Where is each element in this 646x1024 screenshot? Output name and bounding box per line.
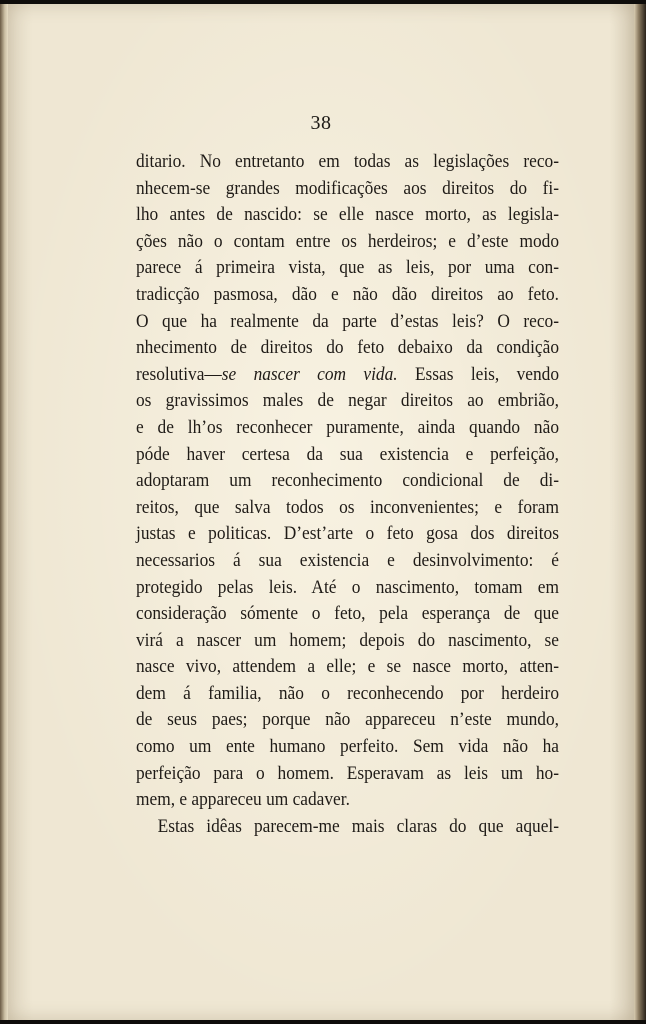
text-line: tradicção pasmosa, dão e não dão direitos ao feto. — [136, 283, 559, 305]
text-line: reitos, que salva todos os inconvenientes; e foram — [136, 496, 559, 518]
text-segment: resolutiva— — [136, 363, 222, 385]
page-number: 38 — [310, 112, 332, 134]
text-line: de seus paes; porque não appareceu n’este mundo, — [136, 709, 559, 731]
text-line-mixed — [136, 362, 559, 389]
text-line: necessarios á sua existencia e desinvolvimento: é — [136, 549, 559, 571]
text-line: virá a nascer um homem; depois do nascimento, se — [136, 629, 559, 651]
text-line: justas e politicas. D’est’arte o feto gosa dos direitos — [136, 523, 559, 545]
text-line: nasce vivo, attendem a elle; e se nasce morto, atten- — [136, 656, 559, 678]
text-line: ditario. No entretanto em todas as legislações reco- — [136, 151, 559, 172]
text-line: os gravissimos males de negar direitos ao embrião, — [136, 390, 559, 412]
text-line: lho antes de nascido: se elle nasce morto, as legisla- — [136, 204, 559, 226]
text-line: e de lh’os reconhecer puramente, ainda quando não — [136, 416, 559, 438]
text-line: nhecimento de direitos do feto debaixo da condição — [136, 337, 559, 359]
text-line: póde haver certesa da sua existencia e perfeição, — [136, 443, 559, 465]
body-text — [136, 149, 559, 840]
text-line: adoptaram um reconhecimento condicional de di- — [136, 470, 559, 492]
text-line: O que ha realmente da parte d’estas leis? O reco- — [136, 310, 559, 332]
text-line: ções não o contam entre os herdeiros; e d’este modo — [136, 230, 559, 252]
text-line: perfeição para o homem. Esperavam as leis um ho- — [136, 762, 559, 784]
text-line: protegido pelas leis. Até o nascimento, tomam em — [136, 576, 559, 598]
text-segment: Essas leis, vendo — [397, 363, 559, 385]
italic-phrase: se nascer com vida. — [221, 363, 398, 385]
text-line: como um ente humano perfeito. Sem vida não ha — [136, 736, 559, 758]
text-line: dem á familia, não o reconhecendo por herdeiro — [136, 682, 559, 704]
text-line: mem, e appareceu um cadaver. — [136, 789, 350, 811]
text-line: nhecem-se grandes modificações aos direitos do fi- — [136, 177, 559, 199]
page-edge-left — [0, 4, 8, 1020]
page-edge-right — [634, 4, 646, 1020]
text-line: consideração sómente o feto, pela esperança de que — [136, 603, 559, 625]
book-page — [8, 4, 634, 1020]
text-line: Estas idêas parecem-me mais claras do que aquel- — [157, 815, 559, 837]
text-line: parece á primeira vista, que as leis, por uma con- — [136, 257, 559, 279]
